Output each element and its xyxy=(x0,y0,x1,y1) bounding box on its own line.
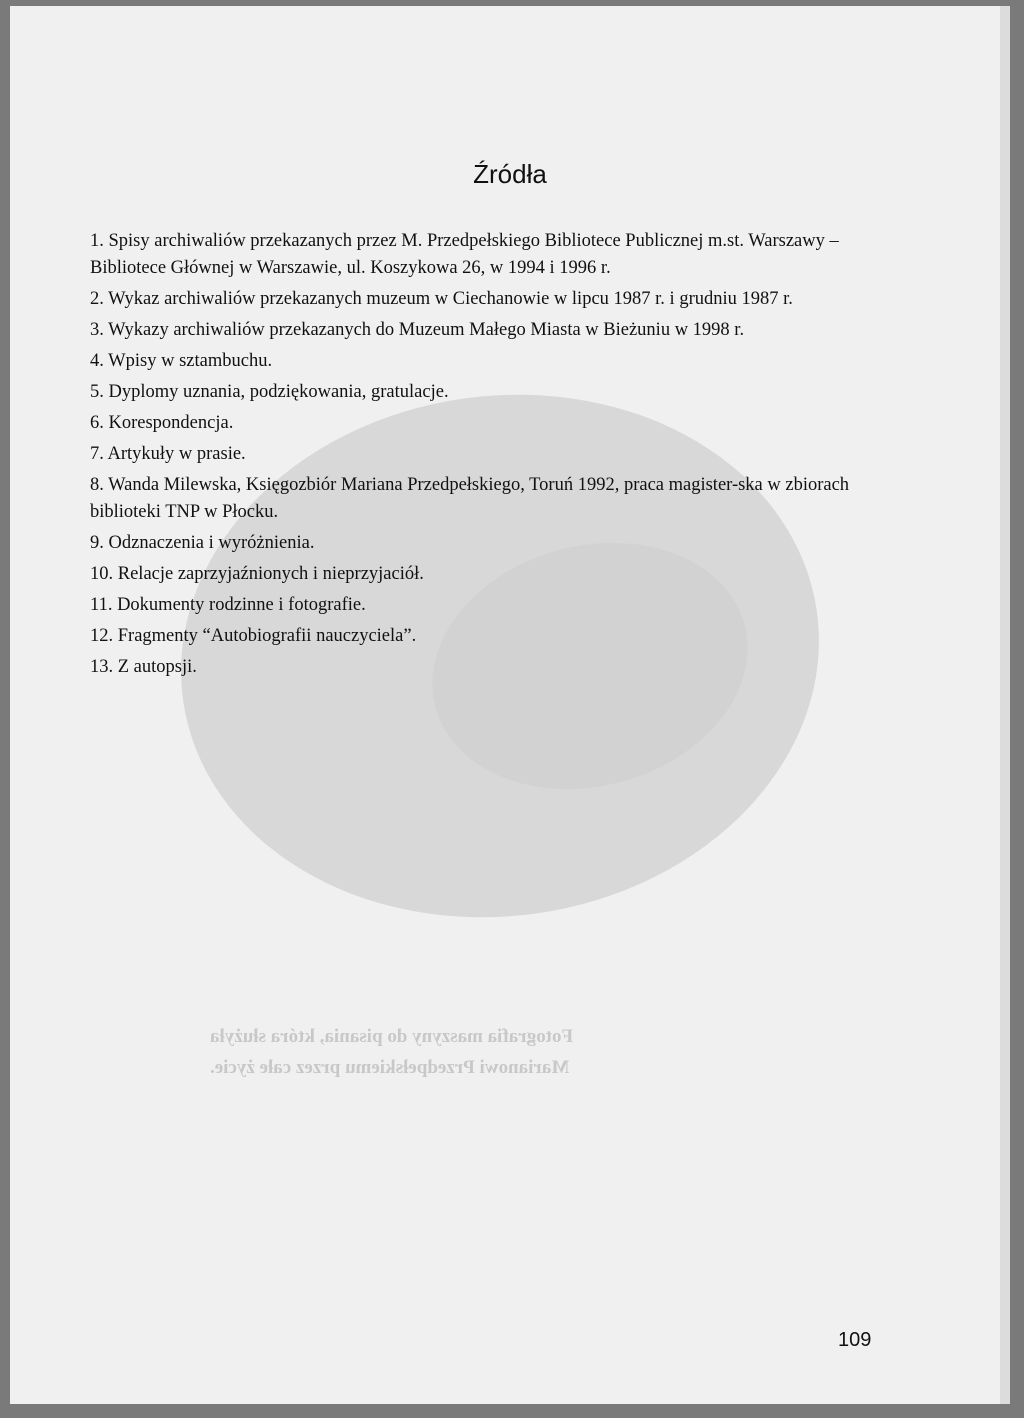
page-edge xyxy=(1000,6,1010,1404)
source-item: 4. Wpisy w sztambuchu. xyxy=(90,351,273,371)
source-item: 9. Odznaczenia i wyróżnienia. xyxy=(90,533,315,553)
sources-list xyxy=(90,228,880,685)
document-page xyxy=(10,6,1010,1404)
source-item: 11. Dokumenty rodzinne i fotografie. xyxy=(90,595,366,615)
source-item: 2. Wykaz archiwaliów przekazanych muzeum w Ciechanowie w lipcu 1987 r. i grudniu 1987 r. xyxy=(90,289,793,309)
page-number: 109 xyxy=(838,1329,872,1351)
source-item: 7. Artykuły w prasie. xyxy=(90,444,246,464)
source-item: 13. Z autopsji. xyxy=(90,657,197,677)
source-item: 8. Wanda Milewska, Księgozbiór Mariana Przedpełskiego, Toruń 1992, praca magister-ska w zbiorach biblioteki TNP w Płocku. xyxy=(90,475,850,522)
source-item: 1. Spisy archiwaliów przekazanych przez M. Przedpełskiego Bibliotece Publicznej m.st. Warszawy – Bibliotece Głównej w Warszawie, ul. Koszykowa 26, w 1994 i 1996 r. xyxy=(90,231,839,278)
page-title: Źródła xyxy=(473,159,547,189)
source-item: 5. Dyplomy uznania, podziękowania, gratulacje. xyxy=(90,382,449,402)
bleed-through-caption-line: Fotografia maszyny do pisania, która służyła xyxy=(210,1026,574,1047)
bleed-through-caption xyxy=(210,1021,750,1083)
source-item: 6. Korespondencja. xyxy=(90,413,234,433)
source-item: 3. Wykazy archiwaliów przekazanych do Muzeum Małego Miasta w Bieżuniu w 1998 r. xyxy=(90,320,745,340)
bleed-through-caption-line: Marianowi Przedpełskiemu przez całe życie. xyxy=(210,1057,570,1078)
source-item: 12. Fragmenty “Autobiografii nauczyciela”. xyxy=(90,626,417,646)
source-item: 10. Relacje zaprzyjaźnionych i nieprzyjaciół. xyxy=(90,564,424,584)
